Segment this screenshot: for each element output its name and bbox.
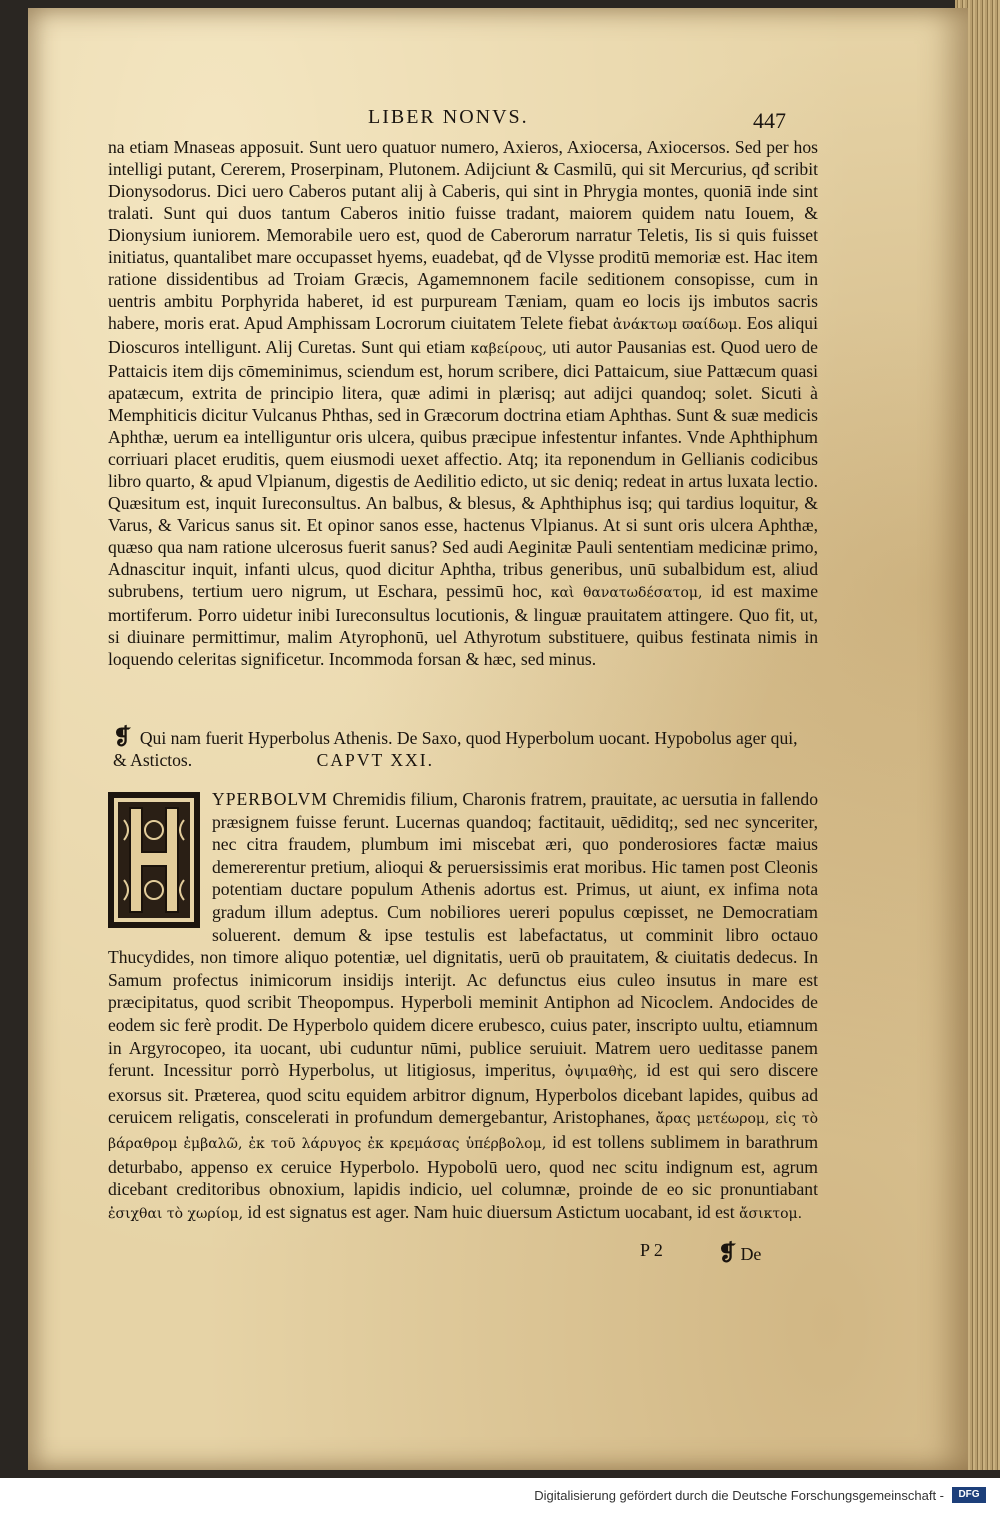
body-text <box>108 136 818 670</box>
decorated-initial-h-icon <box>108 792 200 928</box>
greek-phrase: καὶ θανατωδέσατομ, <box>550 585 703 601</box>
chapter-heading <box>113 726 813 771</box>
chapter-paragraph-3: id est tollens sublimem in barathrum deturbabo, appenso ex ceruice Hyperbolo. Hypobolū uero, quod nec scitu indignum est, agrum dicebant creditoribus obnoxium, lapidis indicio, uel columnæ, proinde de eo sic pronuntiabant <box>108 1131 819 1200</box>
chapter-paragraph-1: Chremidis filium, Charonis fratrem, prauitate, ac uersutia in fallendo præsignem fuisse ferunt. Lucernas quandoq; factitauit, uēdiditq;, sed nec synceriter, nec citra fraudem, plumbum imi miscebat æri, quo ponderosiores factæ maius demererentur pretium, alioqui & peruersissimis erat moribus. Hic tamen post Cleonis potentiam ductare populum Athenis adortus est. Primus, ut aiunt, ex infima nota gradum illum adeptus. Cum nobiliores uereri populus cœpisset, ne Democratiam soluerent. demum & ipse testulis est labefactatus, ut comminit libro octauo Thucydides, non timore aliquo potentiæ, uel dignitatis, uerū ob prauitatem, & ciuitatis dedecus. In Samum profectus inimicorum insidijs interijt. Ac defunctus eius culeo insutus in mare est præcipitatus, quod scribit Theopompus. Hyperboli meminit Antiphon ad Nicoclem. Andocides de eodem sic ferè prodit. De Hyperbolo quidem dicere erubesco, cuius pater, inscripto uultu, etiamnum in Argyrocopeo, ita uocant, ubi cuduntur nūmi, publice seruiuit. Matrem uero ueditasse panem ferunt. Incessitur porrò Hyperbolus, ut litigiosus, imperitus, <box>108 789 819 1081</box>
chapter-heading-text: Qui nam fuerit Hyperbolus Athenis. De Saxo, quod Hyperbolum uocant. Hypobolus ager qui, & Astictos. <box>113 728 798 770</box>
paragraph-mark-icon: ❡ <box>113 724 132 749</box>
body-paragraph-4: id est maxime mortiferum. Porro uidetur inibi Iureconsultus locutionis, & linguæ prauitatem attingere. Quo fit, ut, si diuinare permittimur, malim Atyrophonū, uel Athyrotum substituere, quibus festinata nimis in loquendo celeritas significetur. Incommoda forsan & hæc, sed minus. <box>108 581 819 669</box>
body-paragraph-3: uti autor Pausanias est. Quod uero de Pattaicis item dijs cōmeminimus, sciendum est, horum scribere, dici Pattaicum, siue Pattæcum quasi apatæcum, extrita de principio litera, quæ adimi in plærisq; aut adijci quandoq; solet. Sicuti à Memphiticis dicitur Vulcanus Phthas, sed in Græcorum doctrina etiam Aphthas. Sunt & suæ medicis Aphthæ, uerum ea intelliguntur oris ulcera, quibus præcipue infestentur infantes. Vnde Aphthiphum corriuari placet eruditis, quem eiusmodi uexet affectio. Atq; ita reponendum in Gellianis codicibus libro quarto, & apud Vlpianum, digestis de Aedilitio edicto, ut sic deniq; redeat in artus luxata lectio. Quæsitum est, inquit Iureconsultus. An balbus, & blesus, & Aphthiphus isq; qui tardius loquitur, & Varus, & Varicus sanus sit. Et opinor sanos esse, hactenus Vlpianus. At si sunt oris ulcera Aphthæ, quæso qua nam ratione ulcerosus fuerit sanus? Sed audi Aeginitæ Pauli sententiam medicinæ primo, Adnascitur inquit, infanti ulcus, quod dicitur Aphtha, tribus generibus, unū subalbidum est, aliud subrubens, tertium uero nigrum, ut Eschara, pessimū hoc, <box>108 337 818 601</box>
chapter-paragraph-2: id est qui sero discere exorsus sit. Præterea, quod scitu equidem arbitror dignum, Hyperbolos dicebant lapides, quibus ad ceruicem religatis, conscelerati in profundum demergebantur, Aristophanes, <box>108 1060 819 1128</box>
funding-banner <box>0 1478 1000 1521</box>
greek-phrase: καβείρους, <box>470 341 547 357</box>
book-page <box>28 8 968 1470</box>
running-head: LIBER NONVS. <box>368 106 529 128</box>
greek-phrase: ἄσικτομ. <box>739 1205 803 1222</box>
chapter-lead-word: YPERBOLVM <box>212 789 328 809</box>
body-paragraph-2: Eos aliqui Dioscuros intelligunt. Alij Curetas. Sunt qui etiam <box>108 313 818 357</box>
greek-phrase: ἄρας μετέωρομ, εἰς τὸ βάραθρομ ἐμβαλῶ, ἐκ τοῦ λάρυγος ἐκ κρεμάσας ὑπέρβολομ, <box>108 1111 818 1152</box>
greek-phrase: ἐσιχθαι τὸ χωρίομ, <box>108 1205 244 1222</box>
paragraph-mark-icon: ❡ <box>718 1240 737 1265</box>
signature-mark: P 2 <box>640 1240 663 1260</box>
folio-number: 447 <box>753 108 786 133</box>
chapter-text <box>108 788 818 1225</box>
catchword <box>718 1240 761 1266</box>
greek-phrase: ἀνάκτωμ ϖαίδωμ. <box>612 317 742 333</box>
funding-note: Digitalisierung gefördert durch die Deutsche Forschungsgemeinschaft - <box>534 1488 944 1503</box>
dfg-logo-icon: DFG <box>952 1487 986 1503</box>
catchword-text: De <box>740 1244 762 1264</box>
body-paragraph-1: na etiam Mnaseas apposuit. Sunt uero quatuor numero, Axieros, Axiocersa, Axiocersos. Sed per hos intelligi putant, Cererem, Proserpinam, Plutonem. Adijciunt & Casmilū, qui sit Mercurius, qđ scribit Dionysodorus. Dici uero Caberos putant alij à Caberis, qui sint in Phrygia montes, quoniā inde sint tralati. Sunt qui duos tantum Caberos initio fuisse tradant, maiorem quidem natu Iouem, & Dionysium iuniorem. Memorabile uero est, quod de Caberorum narratur Teletis, Iis si quis fuisset initiatus, quantalibet mare occupasset hyems, euadebat, qđ de Vlysse proditū memoriæ est. Hac item ratione dissidentibus ad Troiam Græcis, Agamemnonem facile seditionem consopisse, cum in uentris ambitu Porphyrida haberet, id est purpuream Tæniam, quam eo locis ijs imbutos sacris habere, moris erat. Apud Amphissam Locrorum ciuitatem Telete fiebat <box>108 137 818 333</box>
chapter-paragraph-4: id est signatus est ager. Nam huic diuersum Astictum uocabant, id est <box>247 1201 735 1222</box>
greek-phrase: ὀψιμαθὴς, <box>564 1064 638 1081</box>
chapter-number: CAPVT XXI. <box>316 750 435 770</box>
page-footer <box>28 1240 968 1270</box>
